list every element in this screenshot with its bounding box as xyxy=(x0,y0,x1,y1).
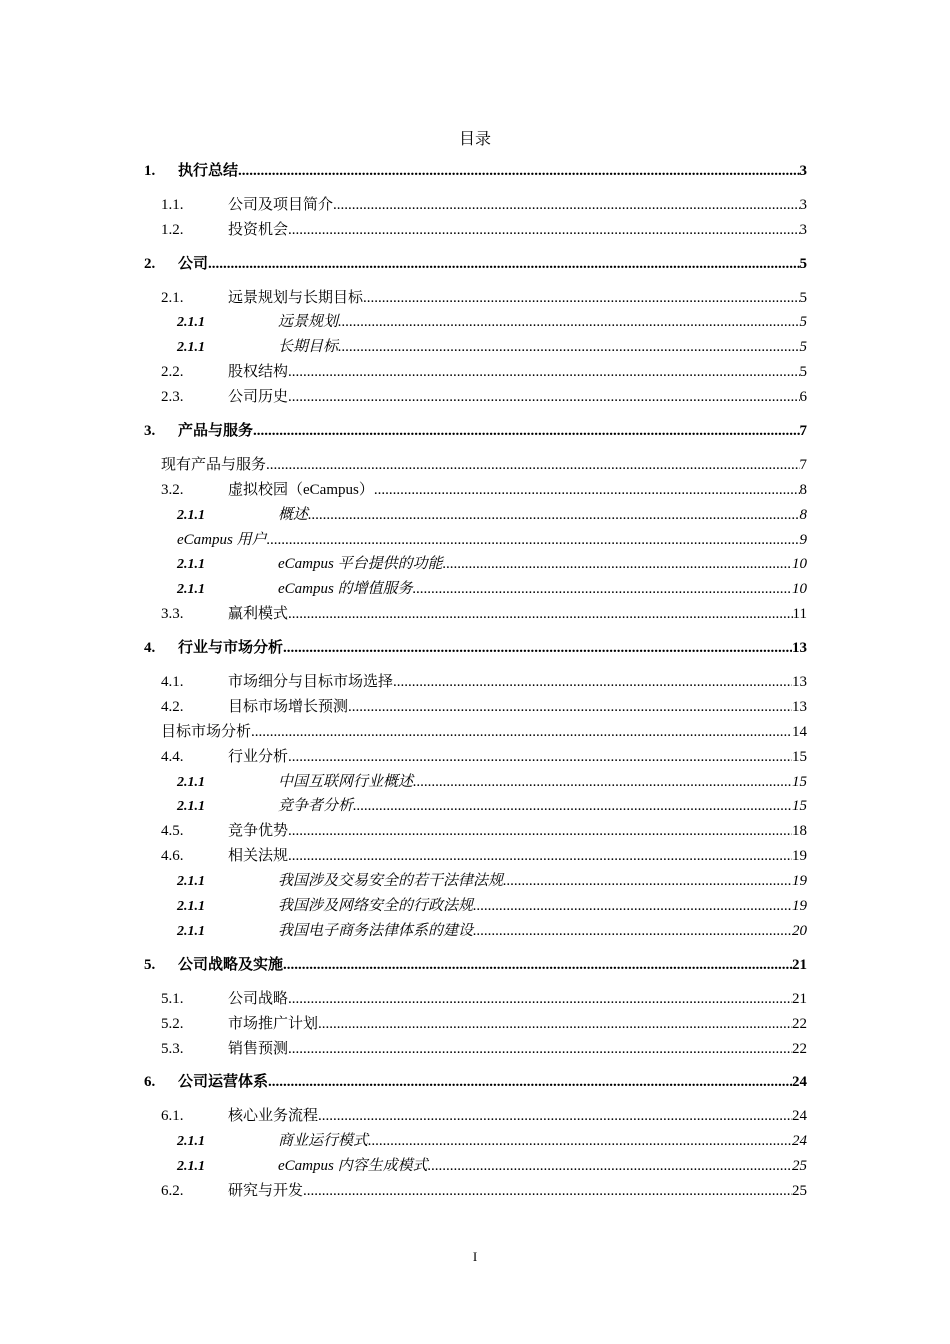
toc-entry-page: 13 xyxy=(792,640,807,657)
toc-leader-dots xyxy=(318,1104,792,1128)
toc-entry-label: 执行总结 xyxy=(178,163,239,179)
toc-entry-page: 24 xyxy=(792,1108,807,1125)
toc-entry[interactable] xyxy=(0,602,950,627)
toc-entry[interactable] xyxy=(0,844,950,869)
toc-entry[interactable] xyxy=(0,695,950,720)
toc-entry-number: 5.3. xyxy=(161,1040,184,1057)
page-footer-number: I xyxy=(472,1249,478,1264)
toc-entry[interactable] xyxy=(0,360,950,385)
toc-entry-number: 6.1. xyxy=(161,1108,184,1125)
toc-entry-page: 11 xyxy=(792,606,807,623)
toc-leader-dots xyxy=(283,636,792,660)
toc-entry-page: 5 xyxy=(799,255,807,272)
toc-entry-label: eCampus 的增值服务 xyxy=(278,581,413,598)
toc-entry[interactable] xyxy=(0,286,950,311)
toc-entry-page: 10 xyxy=(792,556,807,573)
toc-entry-page: 21 xyxy=(792,956,807,973)
toc-entry-number: 3. xyxy=(144,423,156,440)
toc-entry-page: 10 xyxy=(792,581,807,598)
toc-entry-label: 公司 xyxy=(178,255,209,272)
toc-entry[interactable] xyxy=(0,503,950,528)
toc-entry[interactable] xyxy=(0,819,950,844)
toc-entry-page: 7 xyxy=(799,423,807,440)
toc-entry-number: 5. xyxy=(144,956,156,973)
toc-entry-number: 1.2. xyxy=(161,221,184,238)
toc-entry[interactable] xyxy=(0,869,950,894)
toc-leader-dots xyxy=(368,1129,792,1153)
toc-entry-page: 5 xyxy=(799,339,807,356)
toc-entry[interactable] xyxy=(0,794,950,819)
toc-leader-dots xyxy=(288,1037,792,1061)
toc-leader-dots xyxy=(288,360,799,384)
toc-entry-page: 5 xyxy=(799,314,807,331)
toc-leader-dots xyxy=(348,695,792,719)
toc-entry-number: 3.3. xyxy=(161,606,184,623)
toc-leader-dots xyxy=(374,478,800,502)
toc-entry-number: 2.1.1 xyxy=(177,923,205,939)
toc-leader-dots xyxy=(333,193,799,217)
toc-entry-page: 15 xyxy=(792,773,807,790)
toc-entry-label: 核心业务流程 xyxy=(228,1108,319,1125)
toc-leader-dots xyxy=(473,919,792,943)
toc-entry-page: 19 xyxy=(792,898,807,915)
toc-entry[interactable] xyxy=(0,1179,950,1204)
toc-entry[interactable] xyxy=(0,1012,950,1037)
toc-entry[interactable] xyxy=(0,1037,950,1062)
toc-entry-number: 2.1.1 xyxy=(177,315,205,331)
toc-entry-page: 24 xyxy=(792,1074,807,1091)
toc-leader-dots xyxy=(208,252,799,276)
toc-entry-page: 13 xyxy=(792,698,807,715)
toc-entry[interactable] xyxy=(0,419,950,444)
toc-entry-number: 2.1.1 xyxy=(177,340,205,356)
toc-entry[interactable] xyxy=(0,1129,950,1154)
toc-entry-page: 19 xyxy=(792,873,807,890)
toc-leader-dots xyxy=(338,335,799,359)
toc-leader-dots xyxy=(473,894,792,918)
toc-leader-dots xyxy=(288,218,799,242)
toc-entry[interactable] xyxy=(0,953,950,978)
toc-entry-number: 2.1.1 xyxy=(177,899,205,915)
toc-title: 目录 xyxy=(458,131,491,148)
toc-leader-dots xyxy=(268,1070,792,1094)
toc-entry-label: 概述 xyxy=(278,506,309,523)
toc-entry-number: 2.2. xyxy=(161,364,184,381)
toc-leader-dots xyxy=(413,577,792,601)
toc-entry[interactable] xyxy=(0,770,950,795)
toc-entry-page: 8 xyxy=(799,481,807,498)
toc-entry[interactable] xyxy=(0,745,950,770)
toc-entry[interactable] xyxy=(0,577,950,602)
toc-entry-number: 2. xyxy=(144,255,156,272)
toc-entry-number: 4. xyxy=(144,640,156,657)
toc-entry-label: 我国涉及网络安全的行政法规 xyxy=(278,898,474,915)
toc-entry-label: 产品与服务 xyxy=(178,423,254,440)
toc-leader-dots xyxy=(303,1179,792,1203)
toc-entry[interactable] xyxy=(0,636,950,661)
toc-entry[interactable] xyxy=(0,453,950,478)
toc-entry-number: 2.1.1 xyxy=(177,557,205,573)
toc-entry-number: 2.3. xyxy=(161,389,184,406)
toc-entry-number: 2.1.1 xyxy=(177,1159,205,1175)
toc-entry-label: 公司运营体系 xyxy=(178,1074,269,1091)
toc-entry-number: 2.1.1 xyxy=(177,507,205,523)
toc-entry-number: 1.1. xyxy=(161,196,184,213)
toc-entry-number: 1. xyxy=(144,163,156,179)
toc-entry-page: 19 xyxy=(792,848,807,865)
toc-entry-number: 6.2. xyxy=(161,1182,184,1199)
toc-entry-label: 中国互联网行业概述 xyxy=(278,773,414,790)
toc-entry-page: 5 xyxy=(799,364,807,381)
toc-entry[interactable] xyxy=(0,894,950,919)
toc-leader-dots xyxy=(308,503,799,527)
toc-entry[interactable] xyxy=(0,159,950,184)
toc-entry-label: 我国电子商务法律体系的建设 xyxy=(278,922,474,939)
toc-entry-page: 18 xyxy=(792,823,807,840)
toc-entry-page: 15 xyxy=(792,798,807,815)
toc-entry-number: 4.4. xyxy=(161,748,184,765)
toc-entry-label: 竞争者分析 xyxy=(278,798,354,815)
toc-entry-label: 远景规划 xyxy=(278,314,339,331)
toc-entry[interactable] xyxy=(0,193,950,218)
toc-entry[interactable] xyxy=(0,310,950,335)
toc-entry[interactable] xyxy=(0,919,950,944)
toc-leader-dots xyxy=(288,602,793,626)
toc-leader-dots xyxy=(288,819,792,843)
toc-leader-dots xyxy=(288,844,792,868)
toc-entry-number: 5.1. xyxy=(161,990,184,1007)
toc-entry-number: 2.1.1 xyxy=(177,774,205,790)
toc-entry-number: 4.1. xyxy=(161,674,184,691)
toc-entry-page: 3 xyxy=(799,221,807,238)
toc-entry[interactable] xyxy=(0,1070,950,1095)
toc-entry-page: 22 xyxy=(792,1040,807,1057)
toc-entry-number: 2.1.1 xyxy=(177,874,205,890)
toc-entry-page: 13 xyxy=(792,674,807,691)
toc-leader-dots xyxy=(253,419,799,443)
toc-leader-dots xyxy=(413,770,792,794)
toc-entry[interactable] xyxy=(0,552,950,577)
toc-entry-page: 3 xyxy=(799,196,807,213)
toc-entry-label: 行业与市场分析 xyxy=(178,640,284,657)
toc-entry-label: 行业分析 xyxy=(228,748,289,765)
toc-entry-number: 3.2. xyxy=(161,481,184,498)
toc-entry-number: 2.1.1 xyxy=(177,1134,205,1150)
toc-entry-number: 2.1.1 xyxy=(177,799,205,815)
toc-entry-label: 公司战略 xyxy=(228,990,289,1007)
toc-entry-page: 20 xyxy=(792,922,807,939)
toc-leader-dots xyxy=(288,745,792,769)
toc-entry-label: 公司历史 xyxy=(228,389,289,406)
toc-entry-label: 研究与开发 xyxy=(228,1182,304,1199)
toc-entry-label: 目标市场分析 xyxy=(161,723,252,740)
toc-leader-dots xyxy=(288,385,799,409)
toc-entry-page: 8 xyxy=(799,506,807,523)
toc-entry-label: 我国涉及交易安全的若干法律法规 xyxy=(278,873,504,890)
toc-entry-label: 现有产品与服务 xyxy=(161,456,267,473)
toc-entry-label: 赢利模式 xyxy=(228,606,289,623)
toc-leader-dots xyxy=(503,869,792,893)
toc-entry-label: 竞争优势 xyxy=(228,823,289,840)
toc-leader-dots xyxy=(283,953,792,977)
toc-entry-label: 市场细分与目标市场选择 xyxy=(228,674,394,691)
toc-leader-dots xyxy=(288,987,792,1011)
toc-entry-page: 22 xyxy=(792,1015,807,1032)
toc-entry-page: 7 xyxy=(799,456,807,473)
toc-entry-number: 4.5. xyxy=(161,823,184,840)
toc-entry-label: 股权结构 xyxy=(228,364,289,381)
toc-entry-label: eCampus 平台提供的功能 xyxy=(278,556,443,573)
toc-entry-number: 4.2. xyxy=(161,698,184,715)
toc-entry-label: 目标市场增长预测 xyxy=(228,698,349,715)
toc-entry-page: 6 xyxy=(799,389,807,406)
table-of-contents xyxy=(0,159,950,1204)
toc-entry[interactable] xyxy=(0,1154,950,1179)
toc-entry[interactable] xyxy=(0,478,950,503)
toc-entry-label: eCampus 内容生成模式 xyxy=(278,1158,428,1175)
toc-entry-page: 25 xyxy=(792,1158,807,1175)
toc-entry-label: 商业运行模式 xyxy=(278,1133,369,1150)
toc-entry-page: 9 xyxy=(799,531,807,548)
toc-entry-page: 24 xyxy=(792,1133,807,1150)
toc-leader-dots xyxy=(393,670,792,694)
toc-entry-number: 2.1.1 xyxy=(177,582,205,598)
toc-entry-number: 6. xyxy=(144,1074,156,1091)
toc-leader-dots xyxy=(363,286,799,310)
toc-leader-dots xyxy=(267,528,800,552)
toc-entry-label: 远景规划与长期目标 xyxy=(228,289,364,306)
toc-entry-page: 3 xyxy=(799,163,807,179)
toc-entry-number: 5.2. xyxy=(161,1015,184,1032)
toc-entry[interactable] xyxy=(0,1104,950,1129)
toc-entry-page: 15 xyxy=(792,748,807,765)
toc-entry-label: 投资机会 xyxy=(228,221,289,238)
toc-entry-page: 14 xyxy=(792,723,807,740)
toc-entry[interactable] xyxy=(0,252,950,277)
toc-entry[interactable] xyxy=(0,720,950,745)
toc-entry-label: 公司及项目简介 xyxy=(228,196,334,213)
toc-leader-dots xyxy=(428,1154,792,1178)
toc-entry[interactable] xyxy=(0,528,950,553)
toc-entry[interactable] xyxy=(0,987,950,1012)
toc-entry-label: 公司战略及实施 xyxy=(178,956,284,973)
toc-leader-dots xyxy=(238,159,799,183)
toc-leader-dots xyxy=(353,794,792,818)
toc-leader-dots xyxy=(443,552,792,576)
toc-entry-number: 2.1. xyxy=(161,289,184,306)
toc-leader-dots xyxy=(338,310,799,334)
toc-entry-label: 市场推广计划 xyxy=(228,1015,319,1032)
toc-entry-number: 4.6. xyxy=(161,848,184,865)
toc-entry-label: 长期目标 xyxy=(278,339,339,356)
toc-entry[interactable] xyxy=(0,670,950,695)
toc-entry-page: 5 xyxy=(799,289,807,306)
toc-leader-dots xyxy=(266,453,799,477)
toc-entry-label: 销售预测 xyxy=(228,1040,289,1057)
toc-entry-page: 25 xyxy=(792,1182,807,1199)
toc-entry-page: 21 xyxy=(792,990,807,1007)
toc-entry-label: eCampus 用户 xyxy=(177,531,267,548)
toc-entry-label: 虚拟校园（eCampus） xyxy=(228,481,374,498)
toc-entry[interactable] xyxy=(0,385,950,410)
toc-leader-dots xyxy=(318,1012,792,1036)
toc-entry[interactable] xyxy=(0,335,950,360)
toc-entry[interactable] xyxy=(0,218,950,243)
toc-entry-label: 相关法规 xyxy=(228,848,289,865)
toc-leader-dots xyxy=(251,720,792,744)
